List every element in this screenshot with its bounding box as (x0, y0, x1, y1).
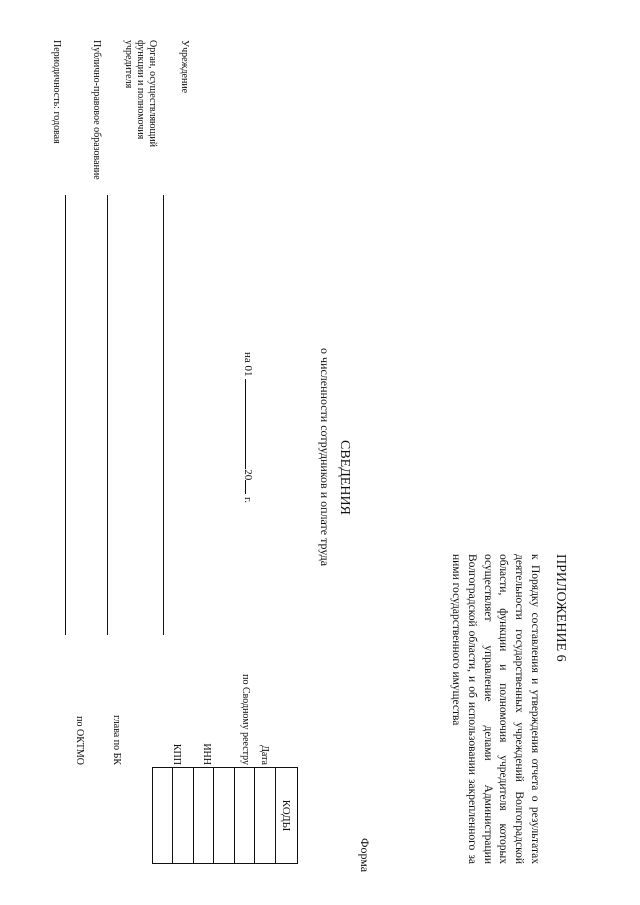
code-label-bk: глава по БК (111, 715, 122, 765)
field-label-institution: Учреждение (179, 40, 190, 94)
code-label-date: Дата (259, 745, 270, 765)
form-label: Форма (358, 838, 372, 873)
code-cell-date[interactable] (255, 768, 276, 864)
date-year: 20 (242, 469, 254, 481)
report-title: СВЕДЕНИЯ (337, 440, 352, 515)
code-cell-bk[interactable] (173, 768, 194, 864)
code-cell-kpp[interactable] (194, 768, 215, 864)
code-cell-oktmo[interactable] (153, 768, 174, 864)
codes-table (152, 767, 298, 864)
order-text: к Порядку составления и утверждения отчета о результатах деятельности государственных учреждений Волгоградской области, функции и полномочия учредителя которых осуществляет управление делами Администрации Волгоградской области, и об использовании закрепленного за ними государственного имущества (450, 554, 541, 864)
code-label-kpp: КПП (171, 743, 182, 765)
date-prefix: на 01 (242, 352, 254, 377)
report-subtitle: о численности сотрудников и оплате труда (318, 348, 332, 567)
date-year-blank (245, 480, 256, 494)
field-label-public-entity: Публично-правовое образование (91, 40, 102, 180)
institution-line[interactable] (163, 195, 164, 635)
public-entity-line[interactable] (65, 195, 66, 635)
code-cell-inn[interactable] (214, 768, 235, 864)
code-label-oktmo: по ОКТМО (74, 716, 85, 765)
date-suffix: г. (242, 497, 254, 504)
report-date-line (242, 352, 256, 503)
date-day-month-blank (245, 379, 256, 469)
codes-header: КОДЫ (276, 768, 298, 864)
authority-line[interactable] (107, 195, 108, 635)
code-label-inn: ИНН (201, 743, 212, 765)
code-cell-registry[interactable] (235, 768, 256, 864)
field-label-authority: Орган, осуществляющий функции и полномочия учредителя (123, 40, 158, 147)
field-label-periodicity: Периодичность: годовая (51, 40, 62, 144)
code-label-registry: по Сводному реестру (240, 674, 251, 765)
appendix-title: ПРИЛОЖЕНИЕ 6 (553, 554, 568, 662)
